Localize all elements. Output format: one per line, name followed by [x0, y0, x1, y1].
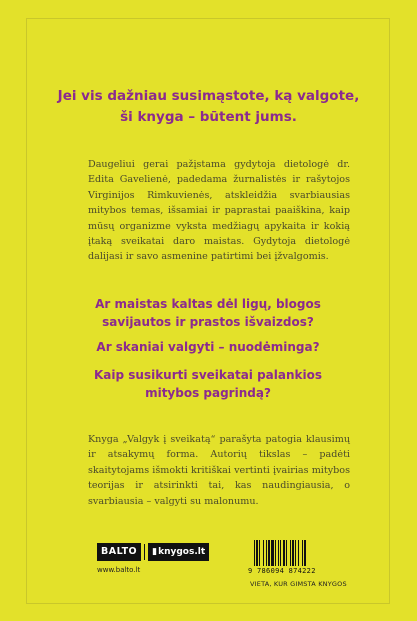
knygos-logo-text: knygos.lt	[158, 547, 206, 557]
publisher-url: www.balto.lt	[97, 566, 141, 574]
question-1	[82, 295, 334, 331]
isbn-number: 9 786094 874222	[248, 567, 316, 575]
publisher-logos	[97, 540, 209, 564]
isbn-barcode	[254, 540, 324, 566]
closing-paragraph: Knyga „Valgyk į sveikatą“ parašyta patogia klausimų ir atsakymų forma. Autorių tikslas – padėti skaitytojams išmokti kritiškai vertinti įvairias mitybos teorijas ir atsirinkti tai, kas naudingiausia, o svarbiausia – valgyti su malonumu.	[88, 434, 350, 507]
question-3-line-1: Kaip susikurti sveikatai palankios	[93, 368, 323, 382]
question-3	[82, 366, 334, 402]
headline-line-2: ši knyga – būtent jums.	[120, 109, 297, 125]
knygos-mark-icon: ▮	[152, 547, 158, 557]
question-3-line-2: mitybos pagrindą?	[145, 386, 271, 400]
intro-paragraph: Daugeliui gerai pažįstama gydytoja dietologė dr. Edita Gavelienė, padedama žurnalistės ir rašytojos Virginijos Rimkuvienės, atskleidžia svarbiausias mitybos temas, išsamiai ir paprastai paaiškina, kaip mūsų organizme vyksta medžiagų apykaita ir kokią įtaką sveikatai daro maistas. Gydytoja dietologė dalijasi ir savo asmenine patirtimi bei įžvalgomis.	[88, 159, 350, 263]
question-2	[82, 338, 334, 356]
balto-logo: BALTO	[97, 543, 141, 561]
publisher-tagline: VIETA, KUR GIMSTA KNYGOS	[250, 580, 347, 588]
knygos-logo	[148, 543, 209, 561]
question-1-line-1: Ar maistas kaltas dėl ligų, blogos	[95, 297, 321, 311]
question-1-line-2: savijautos ir prastos išvaizdos?	[102, 315, 314, 329]
headline	[40, 86, 377, 128]
question-2-line-1: Ar skaniai valgyti – nuodėminga?	[96, 340, 320, 354]
barcode-bar	[306, 540, 307, 566]
headline-line-1: Jei vis dažniau susimąstote, ką valgote,	[57, 88, 360, 104]
logo-divider	[144, 544, 145, 560]
